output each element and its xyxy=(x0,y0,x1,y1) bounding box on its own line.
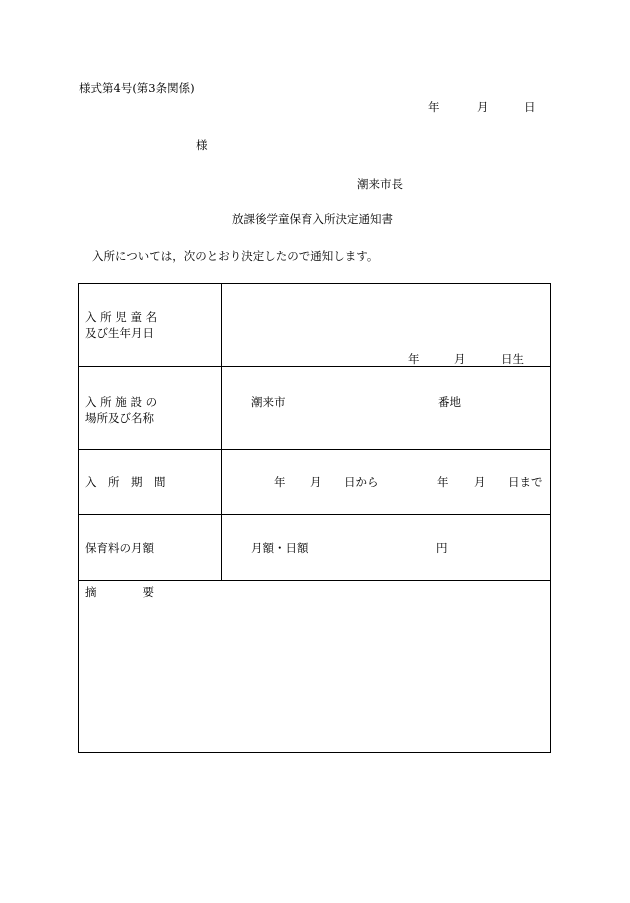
birth-year-unit: 年 xyxy=(408,352,420,366)
child-name-label-line1: 入 所 児 童 名 xyxy=(85,310,158,324)
period-to-day: 日まで xyxy=(508,475,543,489)
row-divider xyxy=(79,366,550,367)
notice-date-month: 月 xyxy=(477,100,489,114)
facility-lot-suffix: 番地 xyxy=(438,395,461,409)
period-from-day: 日から xyxy=(344,475,379,489)
facility-label-line2: 場所及び名称 xyxy=(85,411,154,425)
fee-type: 月額・日額 xyxy=(251,541,309,555)
decision-table xyxy=(78,283,551,753)
fee-label: 保育料の月額 xyxy=(85,541,154,555)
notice-date-day: 日 xyxy=(524,100,536,114)
period-from-year: 年 xyxy=(274,475,286,489)
notice-date-year: 年 xyxy=(428,100,440,114)
facility-label-line1: 入 所 施 設 の xyxy=(85,395,158,409)
period-from-month: 月 xyxy=(310,475,322,489)
addressee-suffix: 様 xyxy=(196,138,208,152)
label-column-divider xyxy=(221,284,222,580)
row-divider xyxy=(79,514,550,515)
child-name-label-line2: 及び生年月日 xyxy=(85,326,154,340)
period-to-year: 年 xyxy=(437,475,449,489)
issuer-name: 潮来市長 xyxy=(357,177,403,191)
form-number: 様式第4号(第3条関係) xyxy=(79,81,195,95)
period-label: 入 所 期 間 xyxy=(85,475,166,489)
facility-city: 潮来市 xyxy=(251,395,286,409)
birth-month-unit: 月 xyxy=(454,352,466,366)
document-title: 放課後学童保育入所決定通知書 xyxy=(232,212,393,226)
row-divider xyxy=(79,580,550,581)
birth-day-unit: 日生 xyxy=(501,352,524,366)
intro-text: 入所については，次のとおり決定したので通知します。 xyxy=(92,249,379,263)
fee-currency: 円 xyxy=(436,541,448,555)
period-to-month: 月 xyxy=(474,475,486,489)
row-divider xyxy=(79,449,550,450)
notes-label: 摘 要 xyxy=(85,585,154,599)
